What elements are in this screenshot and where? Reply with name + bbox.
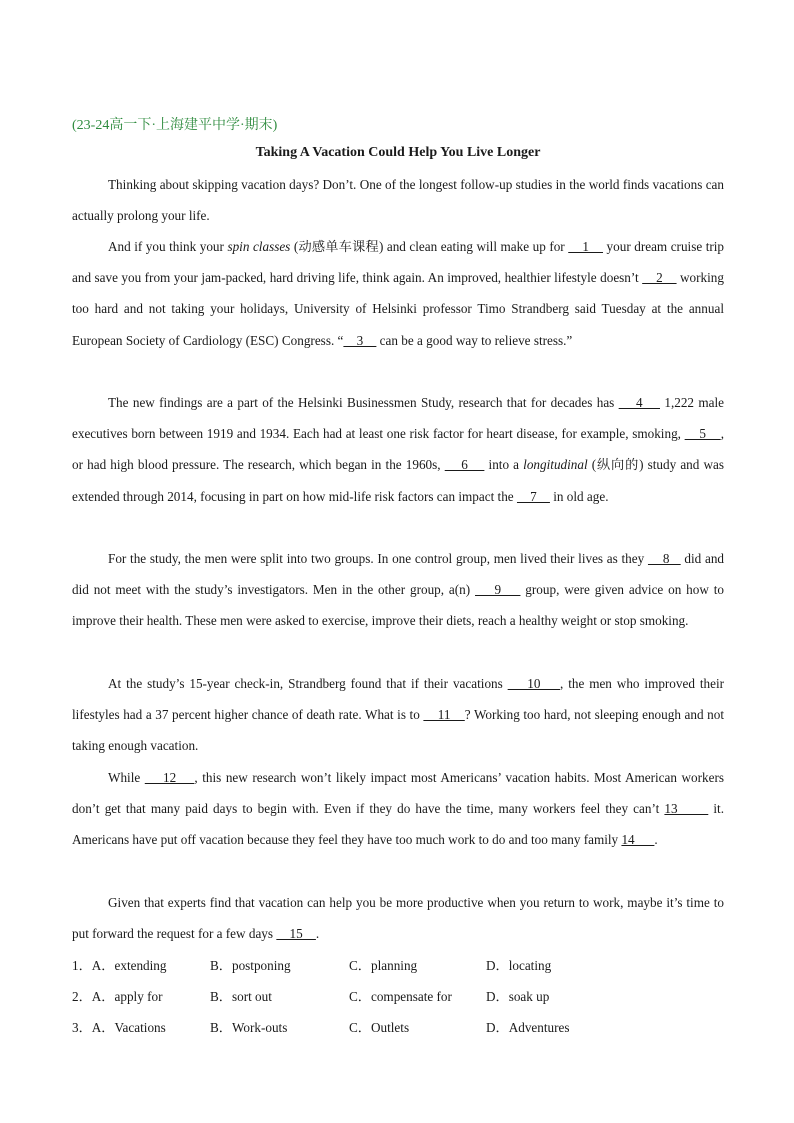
answer-blank[interactable]: 9: [475, 582, 521, 598]
answer-blank[interactable]: 12: [144, 770, 195, 785]
paragraph-text: (动感单车课程) and clean eating will make up for: [290, 239, 569, 254]
paragraph-text: , or had high blood pressure. The research, which began in the 1960s,: [72, 426, 724, 473]
options-list: [72, 950, 724, 1044]
answer-blank[interactable]: 5: [684, 426, 721, 442]
paragraph-3: [72, 387, 724, 512]
answer-blank[interactable]: 1: [568, 239, 604, 254]
option-number: 2．: [72, 989, 92, 1005]
option-2a[interactable]: [72, 981, 162, 1012]
paragraph-text: ? Working too hard, not sleeping enough and not taking enough vacation.: [72, 707, 724, 754]
option-1d[interactable]: D．locating: [486, 958, 552, 973]
option-number: 1．: [72, 958, 92, 973]
paragraph-text: working too hard and not taking your holidays, University of Helsinki professor Timo Strandberg said Tuesday at the annual European Society of Cardiology (ESC) Congress. “: [72, 270, 724, 348]
option-3b[interactable]: B．Work-outs: [210, 1020, 288, 1036]
paragraph-text: , this new research won’t likely impact most Americans’ vacation habits. Most American workers don’t get that many paid days to begin with. Even if they do have the time, many workers feel they can’t: [72, 770, 724, 817]
paragraph-text: Given that experts find that vacation can help you be more productive when you return to work, maybe it’s time to put forward the request for a few days: [72, 895, 724, 942]
answer-blank[interactable]: 3: [343, 332, 377, 348]
option-row-3: [72, 1012, 724, 1043]
paragraph-5: [72, 668, 724, 762]
option-2d[interactable]: D．soak up: [486, 989, 550, 1005]
answer-blank[interactable]: 15: [276, 926, 316, 942]
paragraph-text: .: [654, 832, 658, 848]
option-number: 3．: [72, 1020, 92, 1036]
paragraph-text: did and did not meet with the study’s investigators. Men in the other group, a(n): [72, 551, 725, 598]
answer-blank[interactable]: 6: [444, 457, 485, 473]
option-1a[interactable]: [72, 950, 167, 981]
paragraph-text: into a: [484, 457, 524, 473]
paragraph-4: [72, 543, 724, 637]
option-3a[interactable]: [72, 1012, 166, 1043]
option-row-1: [72, 950, 724, 981]
paragraph-1: [72, 169, 724, 231]
option-3d[interactable]: D．Adventures: [486, 1020, 570, 1036]
answer-blank[interactable]: 13: [664, 801, 709, 817]
option-row-2: [72, 981, 724, 1012]
paragraph-text: While: [108, 770, 145, 785]
answer-blank[interactable]: 14: [621, 832, 655, 848]
answer-blank[interactable]: 2: [642, 270, 677, 286]
source-label: (23-24高一下·上海建平中学·期末): [72, 118, 278, 133]
italic-term: longitudinal: [523, 457, 588, 473]
answer-blank[interactable]: 8: [647, 551, 681, 566]
paragraph-text: And if you think your: [108, 239, 228, 254]
answer-blank[interactable]: 10: [507, 676, 560, 691]
answer-blank[interactable]: 11: [423, 707, 465, 723]
paragraph-text: it. Americans have put off vacation because they feel they have too much work to do and too many family: [72, 801, 725, 848]
paragraph-text: (纵向的) study and was extended through 2014, focusing in part on how mid-life risk factors can impact the: [72, 457, 725, 504]
paragraph-text: .: [315, 926, 320, 942]
paragraph-text: group, were given advice on how to improve their health. These men were asked to exercise, improve their diets, reach a healthy weight or stop smoking.: [72, 582, 724, 629]
option-1b[interactable]: B．postponing: [210, 958, 291, 973]
passage-title: Taking A Vacation Could Help You Live Longer: [255, 145, 541, 160]
answer-blank[interactable]: 7: [516, 488, 550, 504]
paragraph-text: in old age.: [549, 488, 609, 504]
answer-blank[interactable]: 4: [618, 395, 660, 410]
paragraph-text: , the men who improved their lifestyles had a 37 percent higher chance of death rate. What is to: [72, 676, 725, 723]
option-text: A．extending: [91, 958, 167, 973]
option-text: A．apply for: [91, 989, 163, 1005]
paragraph-text: can be a good way to relieve stress.”: [376, 332, 573, 348]
option-2c[interactable]: C．compensate for: [349, 989, 452, 1005]
option-text: A．Vacations: [91, 1020, 166, 1036]
paragraph-6: [72, 762, 724, 856]
option-2b[interactable]: B．sort out: [210, 989, 272, 1005]
paragraph-text: 1,222 male executives born between 1919 and 1934. Each had at least one risk factor for heart disease, for example, smoking,: [72, 395, 724, 442]
paragraph-text: The new findings are a part of the Helsinki Businessmen Study, research that for decades has: [108, 395, 619, 410]
paragraph-7: [72, 887, 724, 949]
paragraph-text: For the study, the men were split into two groups. In one control group, men lived their lives as they: [108, 551, 648, 566]
paragraph-text: Thinking about skipping vacation days? Don’t. One of the longest follow-up studies in the world finds vacations can actually prolong your life.: [72, 177, 724, 224]
paragraph-text: your dream cruise trip and save you from your jam-packed, hard driving life, think again. An improved, healthier lifestyle doesn’t: [72, 239, 725, 286]
option-1c[interactable]: C．planning: [349, 958, 418, 973]
italic-term: spin classes: [227, 239, 291, 254]
paragraph-2: [72, 231, 724, 356]
option-3c[interactable]: C．Outlets: [349, 1020, 410, 1036]
paragraph-text: At the study’s 15-year check-in, Strandberg found that if their vacations: [108, 676, 508, 691]
